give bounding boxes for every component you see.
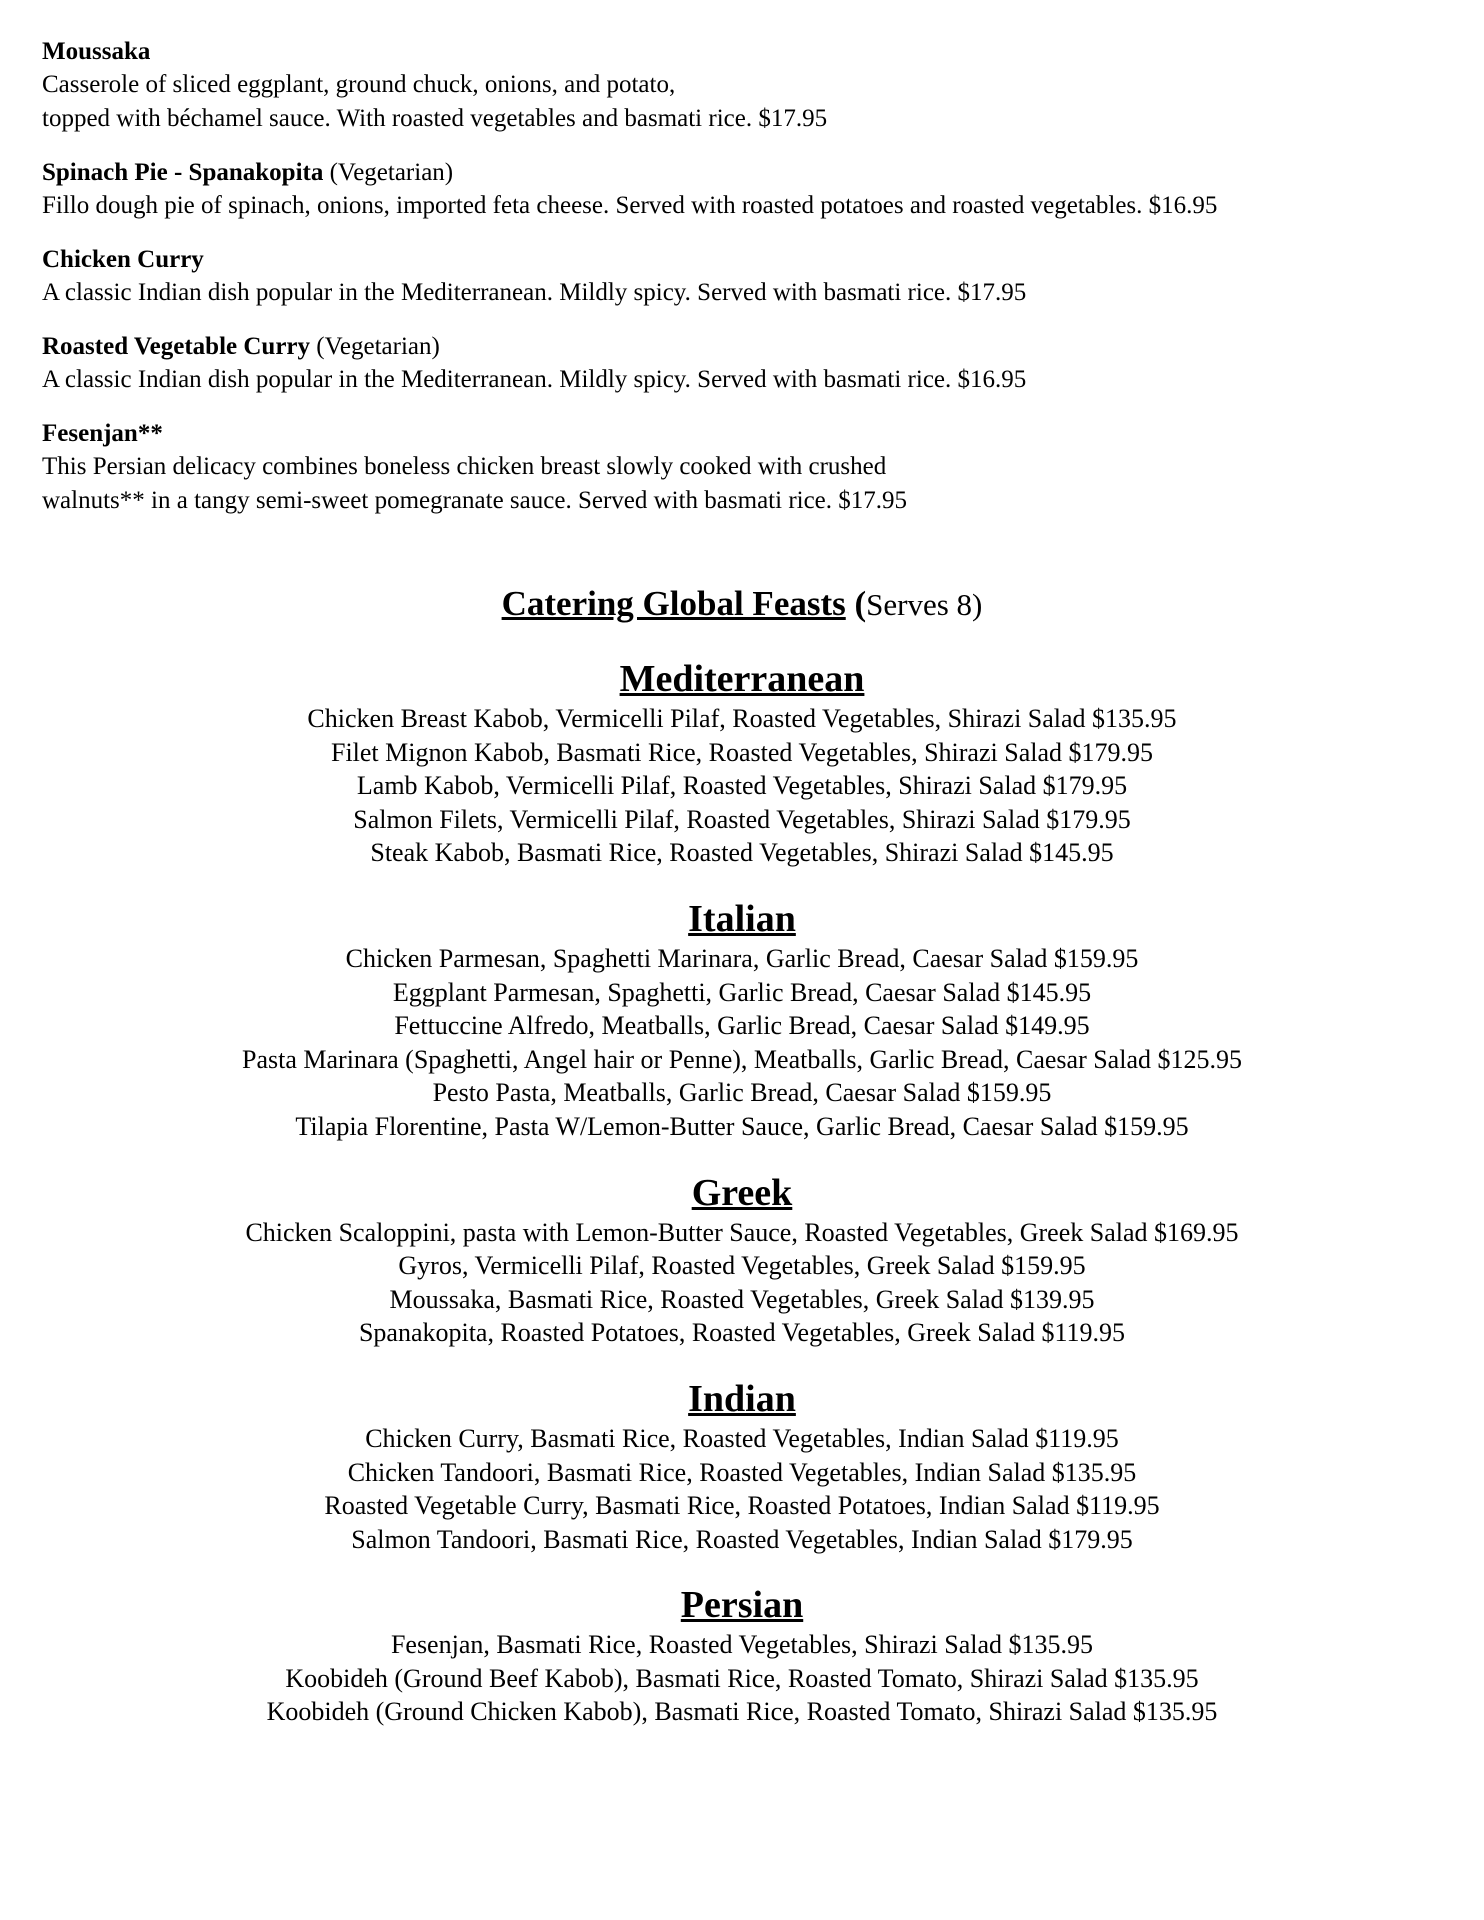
- dish-tag: (Vegetarian): [323, 159, 454, 186]
- feast-item: Koobideh (Ground Chicken Kabob), Basmati Rice, Roasted Tomato, Shirazi Salad $135.95: [266, 1697, 1218, 1727]
- section-title: Indian: [688, 1377, 796, 1420]
- feast-item: Chicken Curry, Basmati Rice, Roasted Vegetables, Indian Salad $119.95: [365, 1423, 1119, 1453]
- feast-list: [0, 1216, 1484, 1350]
- section-title: Greek: [691, 1171, 793, 1214]
- cuisine-persian: [0, 1582, 1484, 1729]
- feast-item: Chicken Tandoori, Basmati Rice, Roasted Vegetables, Indian Salad $135.95: [347, 1457, 1137, 1487]
- feast-item: Koobideh (Ground Beef Kabob), Basmati Rice, Roasted Tomato, Shirazi Salad $135.95: [285, 1663, 1199, 1693]
- entree-list: [42, 35, 1462, 538]
- feast-item: Fesenjan, Basmati Rice, Roasted Vegetables, Shirazi Salad $135.95: [390, 1630, 1094, 1660]
- dish-description: A classic Indian dish popular in the Mediterranean. Mildly spicy. Served with basmati rice. $16.95: [42, 366, 1027, 393]
- dish-name: Spinach Pie - Spanakopita: [42, 159, 324, 186]
- feast-item: Pesto Pasta, Meatballs, Garlic Bread, Caesar Salad $159.95: [432, 1078, 1052, 1108]
- dish-title: [42, 35, 1462, 68]
- catering-serves: Serves 8): [866, 587, 983, 622]
- feast-item: Moussaka, Basmati Rice, Roasted Vegetables, Greek Salad $139.95: [389, 1284, 1095, 1314]
- feast-item: Chicken Breast Kabob, Vermicelli Pilaf, Roasted Vegetables, Shirazi Salad $135.95: [307, 704, 1177, 733]
- dish-description: Fillo dough pie of spinach, onions, imported feta cheese. Served with roasted potatoes and roasted vegetables. $16.95: [42, 192, 1218, 219]
- cuisine-italian: [0, 896, 1484, 1144]
- feast-list: [0, 1422, 1484, 1556]
- dish-description: Casserole of sliced eggplant, ground chuck, onions, and potato, topped with béchamel sauce. With roasted vegetables and basmati rice. $17.95: [42, 71, 828, 132]
- dish-item: [42, 156, 1462, 223]
- feast-item: Roasted Vegetable Curry, Basmati Rice, Roasted Potatoes, Indian Salad $119.95: [324, 1491, 1160, 1521]
- feast-item: Tilapia Florentine, Pasta W/Lemon-Butter Sauce, Garlic Bread, Caesar Salad $159.95: [295, 1111, 1189, 1141]
- feast-item: Spanakopita, Roasted Potatoes, Roasted Vegetables, Greek Salad $119.95: [358, 1318, 1126, 1348]
- dish-name: Roasted Vegetable Curry: [42, 333, 311, 360]
- dish-name: Moussaka: [42, 38, 151, 65]
- dish-name: Chicken Curry: [42, 246, 204, 273]
- dish-title: [42, 243, 1462, 276]
- dish-item: [42, 243, 1462, 310]
- feast-item: Steak Kabob, Basmati Rice, Roasted Vegetables, Shirazi Salad $145.95: [370, 838, 1114, 868]
- feast-list: [0, 942, 1484, 1144]
- section-title: Persian: [680, 1584, 804, 1627]
- feast-list: [0, 1628, 1484, 1729]
- catering-title: [0, 580, 1484, 629]
- section-title: Italian: [688, 897, 796, 940]
- feast-list: [0, 702, 1484, 870]
- dish-title: [42, 156, 1462, 189]
- dish-description: This Persian delicacy combines boneless chicken breast slowly cooked with crushed walnuts** in a tangy semi-sweet pomegranate sauce. Served with basmati rice. $17.95: [42, 453, 908, 514]
- dish-tag: (Vegetarian): [310, 333, 440, 360]
- section-title: Mediterranean: [619, 658, 865, 700]
- dish-name: Fesenjan**: [42, 420, 163, 447]
- catering-title-main: Catering Global Feasts: [501, 584, 846, 623]
- dish-description: A classic Indian dish popular in the Mediterranean. Mildly spicy. Served with basmati rice. $17.95: [42, 279, 1027, 306]
- cuisine-indian: [0, 1376, 1484, 1556]
- dish-item: [42, 417, 1462, 518]
- feast-item: Chicken Parmesan, Spaghetti Marinara, Garlic Bread, Caesar Salad $159.95: [345, 943, 1139, 973]
- feast-item: Eggplant Parmesan, Spaghetti, Garlic Bread, Caesar Salad $145.95: [392, 977, 1092, 1007]
- feast-item: Pasta Marinara (Spaghetti, Angel hair or Penne), Meatballs, Garlic Bread, Caesar Salad $125.95: [242, 1044, 1242, 1074]
- feast-item: Gyros, Vermicelli Pilaf, Roasted Vegetables, Greek Salad $159.95: [398, 1251, 1086, 1281]
- cuisine-greek: [0, 1170, 1484, 1350]
- dish-item: [42, 330, 1462, 397]
- cuisine-mediterranean: [0, 656, 1484, 870]
- feast-item: Chicken Scaloppini, pasta with Lemon-Butter Sauce, Roasted Vegetables, Greek Salad $169.95: [245, 1217, 1239, 1247]
- catering-title-paren: (: [845, 584, 867, 623]
- feast-item: Salmon Tandoori, Basmati Rice, Roasted Vegetables, Indian Salad $179.95: [351, 1524, 1133, 1554]
- dish-item: [42, 35, 1462, 136]
- dish-title: [42, 330, 1462, 363]
- feast-item: Fettuccine Alfredo, Meatballs, Garlic Bread, Caesar Salad $149.95: [394, 1011, 1090, 1041]
- feast-item: Filet Mignon Kabob, Basmati Rice, Roasted Vegetables, Shirazi Salad $179.95: [330, 737, 1153, 767]
- dish-title: [42, 417, 1462, 450]
- feast-item: Lamb Kabob, Vermicelli Pilaf, Roasted Vegetables, Shirazi Salad $179.95: [356, 771, 1128, 801]
- feast-item: Salmon Filets, Vermicelli Pilaf, Roasted Vegetables, Shirazi Salad $179.95: [353, 804, 1131, 834]
- catering-section: [0, 580, 1484, 1729]
